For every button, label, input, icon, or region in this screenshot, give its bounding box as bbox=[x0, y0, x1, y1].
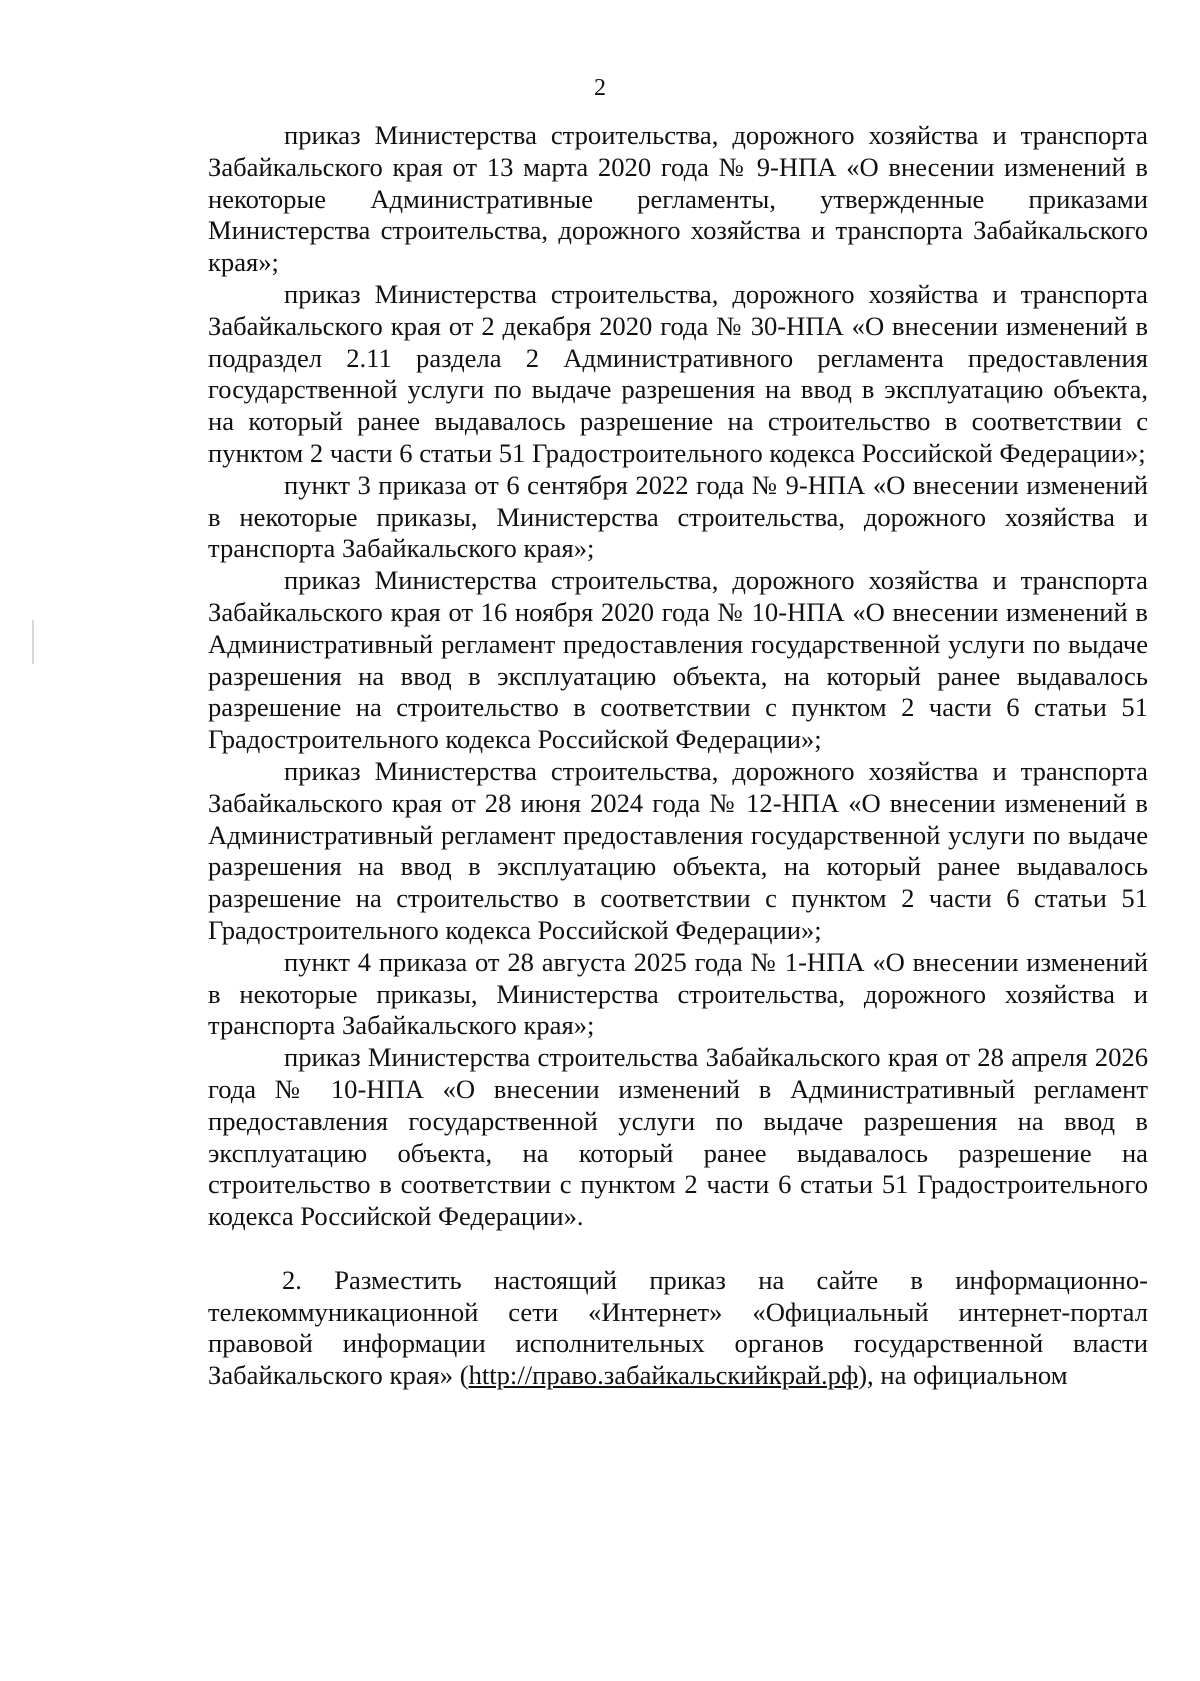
document-body bbox=[208, 120, 1148, 1392]
paragraph-order-28-june-2024: приказ Министерства строительства, дорожного хозяйства и транспорта Забайкальского края от 28 июня 2024 года № 12-НПА «О внесении изменений в Административный регламент предоставления государственной услуги по выдаче разрешения на ввод в эксплуатацию объекта, на который ранее выдавалось разрешение на строительство в соответствии с пунктом 2 части 6 статьи 51 Градостроительного кодекса Российской Федерации»; bbox=[208, 755, 1148, 945]
item-2-text-before-link: 2. Разместить настоящий приказ на сайте в информационно-телекоммуникационной сети «Интернет» «Официальный интернет-портал правовой информации исполнительных органов государственной власти Забайкальского края» ( bbox=[208, 1264, 1148, 1391]
paragraph-clause-3-6-september-2022: пункт 3 приказа от 6 сентября 2022 года № 9-НПА «О внесении изменений в некоторые приказы, Министерства строительства, дорожного хозяйства и транспорта Забайкальского края»; bbox=[208, 469, 1148, 564]
item-2-publish-order bbox=[208, 1265, 1148, 1392]
paragraph-order-16-november-2020: приказ Министерства строительства, дорожного хозяйства и транспорта Забайкальского края от 16 ноября 2020 года № 10-НПА «О внесении изменений в Административный регламент предоставления государственной услуги по выдаче разрешения на ввод в эксплуатацию объекта, на который ранее выдавалось разрешение на строительство в соответствии с пунктом 2 части 6 статьи 51 Градостроительного кодекса Российской Федерации»; bbox=[208, 565, 1148, 755]
paragraph-order-2-december-2020: приказ Министерства строительства, дорожного хозяйства и транспорта Забайкальского края от 2 декабря 2020 года № 30-НПА «О внесении изменений в подраздел 2.11 раздела 2 Административного регламента предоставления государственной услуги по выдаче разрешения на ввод в эксплуатацию объекта, на который ранее выдавалось разрешение на строительство в соответствии с пунктом 2 части 6 статьи 51 Градостроительного кодекса Российской Федерации»; bbox=[208, 278, 1148, 468]
page-number: 2 bbox=[594, 75, 606, 101]
item-2-text-after-link: ), на официальном bbox=[858, 1360, 1068, 1391]
paragraph-spacer bbox=[208, 1233, 1148, 1265]
scan-margin-mark bbox=[32, 620, 34, 664]
paragraph-order-13-march-2020: приказ Министерства строительства, дорожного хозяйства и транспорта Забайкальского края от 13 марта 2020 года № 9-НПА «О внесении изменений в некоторые Административные регламенты, утвержденные приказами Министерства строительства, дорожного хозяйства и транспорта Забайкальского края»; bbox=[208, 120, 1148, 278]
paragraph-order-28-april-2026: приказ Министерства строительства Забайкальского края от 28 апреля 2026 года № 10-НПА «О внесении изменений в Административный регламент предоставления государственной услуги по выдаче разрешения на ввод в эксплуатацию объекта, на который ранее выдавалось разрешение на строительство в соответствии с пунктом 2 части 6 статьи 51 Градостроительного кодекса Российской Федерации». bbox=[208, 1042, 1148, 1232]
paragraph-clause-4-28-august-2025: пункт 4 приказа от 28 августа 2025 года № 1-НПА «О внесении изменений в некоторые приказы, Министерства строительства, дорожного хозяйства и транспорта Забайкальского края»; bbox=[208, 946, 1148, 1041]
legal-portal-link[interactable]: http://право.забайкальскийкрай.рф bbox=[468, 1360, 859, 1391]
